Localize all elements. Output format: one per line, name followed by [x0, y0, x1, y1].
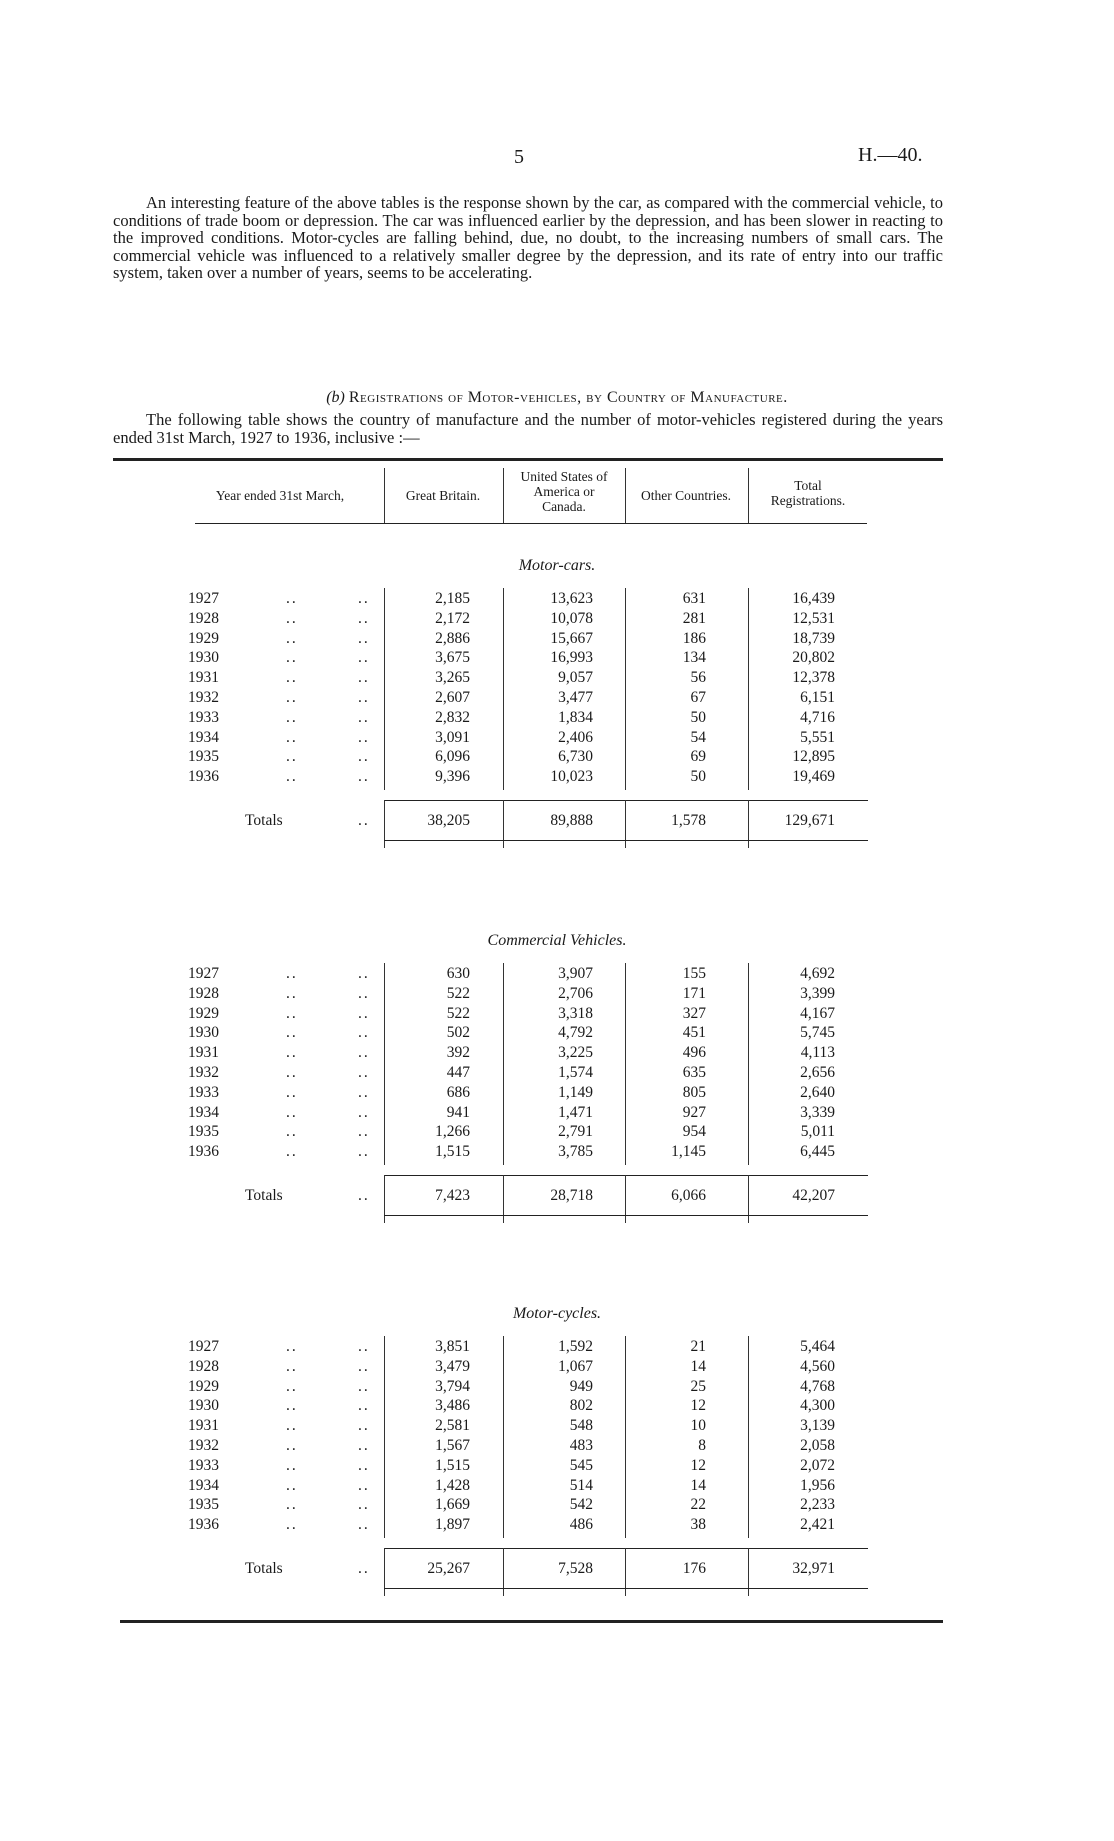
leader-dots: .. — [358, 1187, 370, 1204]
section-label: (b) — [326, 389, 345, 406]
leader-dots: .. — [286, 728, 298, 746]
leader-dots: .. — [358, 1083, 370, 1101]
year-cell: 1930 — [188, 1397, 219, 1415]
leader-dots: .. — [358, 1437, 370, 1454]
year-cell: 1931 — [188, 1044, 219, 1062]
us-canada-cell: 16,993 — [550, 649, 593, 667]
table-row — [0, 1005, 1114, 1025]
us-canada-total: 89,888 — [550, 812, 593, 829]
grand-total: 42,207 — [792, 1187, 835, 1204]
other-countries-cell: 496 — [682, 1044, 706, 1062]
us-canada-cell: 2,706 — [558, 984, 593, 1002]
leader-dots: .. — [358, 1004, 370, 1022]
other-countries-cell: 327 — [682, 1004, 706, 1022]
other-countries-cell: 50 — [690, 768, 706, 786]
year-cell: 1936 — [188, 1516, 219, 1534]
year-cell: 1929 — [188, 1004, 219, 1022]
great-britain-cell: 3,479 — [435, 1357, 470, 1375]
other-countries-cell: 805 — [682, 1083, 706, 1101]
great-britain-cell: 3,486 — [435, 1397, 470, 1415]
header-us-line1: United States of — [520, 469, 608, 484]
other-countries-total: 1,578 — [671, 812, 706, 829]
us-canada-cell: 802 — [569, 1397, 593, 1415]
great-britain-cell: 630 — [446, 965, 470, 982]
year-cell: 1935 — [188, 1123, 219, 1141]
leader-dots: .. — [286, 1103, 298, 1121]
header-column-divider — [625, 468, 626, 523]
leader-dots: .. — [358, 1024, 370, 1042]
leader-dots: .. — [358, 1123, 370, 1141]
us-canada-cell: 10,023 — [550, 768, 593, 786]
year-cell: 1931 — [188, 1417, 219, 1435]
us-canada-cell: 15,667 — [550, 629, 593, 647]
total-cell: 5,551 — [800, 728, 835, 746]
totals-bottom-rule — [384, 1215, 868, 1216]
other-countries-cell: 12 — [690, 1397, 706, 1415]
total-cell: 4,560 — [800, 1357, 835, 1375]
leader-dots: .. — [358, 965, 370, 982]
total-cell: 4,300 — [800, 1397, 835, 1415]
year-cell: 1929 — [188, 629, 219, 647]
totals-bottom-rule — [384, 840, 868, 841]
leader-dots: .. — [286, 689, 298, 706]
other-countries-cell: 171 — [682, 984, 706, 1002]
year-cell: 1931 — [188, 669, 219, 687]
table-row — [0, 1378, 1114, 1398]
table-row — [0, 1104, 1114, 1124]
great-britain-cell: 9,396 — [435, 768, 470, 786]
us-canada-cell: 4,792 — [558, 1024, 593, 1042]
leader-dots: .. — [358, 1143, 370, 1161]
us-canada-cell: 9,057 — [558, 669, 593, 687]
leader-dots: .. — [358, 1044, 370, 1062]
year-cell: 1935 — [188, 1496, 219, 1514]
great-britain-cell: 6,096 — [435, 748, 470, 766]
great-britain-cell: 1,515 — [435, 1456, 470, 1474]
great-britain-cell: 522 — [446, 984, 470, 1002]
us-canada-cell: 548 — [569, 1417, 593, 1435]
leader-dots: .. — [358, 669, 370, 687]
table-row — [0, 1457, 1114, 1477]
total-cell: 1,956 — [800, 1476, 835, 1494]
intro-paragraph: An interesting feature of the above tables is the response shown by the car, as compared with the commercial vehicle, to conditions of trade boom or depression. The car was influenced earlier by the depression, and has been slower in reacting to the improved conditions. Motor-cycles are falling behind, due, no doubt, to the increasing numbers of small cars. The commercial vehicle was influenced to a relatively smaller degree by the depression, and its rate of entry into our traffic system, taken over a number of years, seems to be accelerating. — [113, 193, 943, 282]
great-britain-cell: 2,581 — [435, 1417, 470, 1435]
header-us-canada — [503, 469, 625, 514]
great-britain-total: 25,267 — [427, 1560, 470, 1577]
year-cell: 1936 — [188, 1143, 219, 1161]
page-code: H.—40. — [858, 144, 923, 166]
other-countries-cell: 38 — [690, 1516, 706, 1534]
leader-dots: .. — [358, 1064, 370, 1081]
leader-dots: .. — [358, 1357, 370, 1375]
us-canada-cell: 3,225 — [558, 1044, 593, 1062]
leader-dots: .. — [358, 649, 370, 667]
other-countries-cell: 54 — [690, 728, 706, 746]
great-britain-cell: 1,266 — [435, 1123, 470, 1141]
leader-dots: .. — [286, 965, 298, 982]
year-cell: 1930 — [188, 649, 219, 667]
table-row — [0, 1024, 1114, 1044]
grand-total: 129,671 — [784, 812, 835, 829]
other-countries-cell: 927 — [682, 1103, 706, 1121]
header-total-line1: Total — [794, 478, 822, 493]
totals-row — [0, 1187, 1114, 1207]
table-row — [0, 1084, 1114, 1104]
leader-dots: .. — [286, 1044, 298, 1062]
total-cell: 12,531 — [792, 609, 835, 627]
grand-total: 32,971 — [792, 1560, 835, 1577]
total-cell: 2,421 — [800, 1516, 835, 1534]
total-cell: 5,464 — [800, 1338, 835, 1355]
year-cell: 1930 — [188, 1024, 219, 1042]
year-cell: 1933 — [188, 708, 219, 726]
table-row — [0, 1064, 1114, 1084]
table-row — [0, 1496, 1114, 1516]
great-britain-cell: 3,794 — [435, 1377, 470, 1395]
leader-dots: .. — [286, 1417, 298, 1435]
year-cell: 1928 — [188, 1357, 219, 1375]
year-cell: 1928 — [188, 609, 219, 627]
us-canada-cell: 486 — [569, 1516, 593, 1534]
table-row — [0, 1044, 1114, 1064]
other-countries-total: 6,066 — [671, 1187, 706, 1204]
leader-dots: .. — [286, 984, 298, 1002]
leader-dots: .. — [286, 609, 298, 627]
block-title: Motor-cycles. — [512, 1305, 602, 1322]
other-countries-cell: 67 — [690, 689, 706, 706]
other-countries-cell: 21 — [690, 1338, 706, 1355]
great-britain-cell: 502 — [446, 1024, 470, 1042]
leader-dots: .. — [286, 748, 298, 766]
table-row — [0, 748, 1114, 768]
other-countries-cell: 12 — [690, 1456, 706, 1474]
great-britain-cell: 2,185 — [435, 590, 470, 607]
year-cell: 1928 — [188, 984, 219, 1002]
total-cell: 5,011 — [800, 1123, 835, 1141]
year-cell: 1933 — [188, 1456, 219, 1474]
table-row — [0, 768, 1114, 788]
header-us-line2: America or — [533, 484, 595, 499]
leader-dots: .. — [286, 1083, 298, 1101]
table-row — [0, 709, 1114, 729]
total-cell: 12,895 — [792, 748, 835, 766]
other-countries-cell: 451 — [682, 1024, 706, 1042]
table-row — [0, 1338, 1114, 1358]
table-row — [0, 965, 1114, 985]
us-canada-total: 28,718 — [550, 1187, 593, 1204]
section-heading — [0, 389, 1114, 407]
great-britain-cell: 522 — [446, 1004, 470, 1022]
great-britain-cell: 3,091 — [435, 728, 470, 746]
leader-dots: .. — [358, 1496, 370, 1514]
table-row — [0, 1477, 1114, 1497]
other-countries-cell: 10 — [690, 1417, 706, 1435]
total-cell: 4,167 — [800, 1004, 835, 1022]
year-cell: 1932 — [188, 1064, 219, 1081]
great-britain-cell: 686 — [446, 1083, 470, 1101]
leader-dots: .. — [286, 1357, 298, 1375]
leader-dots: .. — [286, 1123, 298, 1141]
great-britain-cell: 392 — [446, 1044, 470, 1062]
total-cell: 16,439 — [792, 590, 835, 607]
great-britain-cell: 2,886 — [435, 629, 470, 647]
header-gb-label: Great Britain. — [405, 488, 481, 503]
header-column-divider — [748, 468, 749, 523]
year-cell: 1927 — [188, 965, 219, 982]
table-row — [0, 1397, 1114, 1417]
us-canada-cell: 2,791 — [558, 1123, 593, 1141]
year-cell: 1935 — [188, 748, 219, 766]
other-countries-cell: 14 — [690, 1476, 706, 1494]
total-cell: 6,151 — [800, 689, 835, 706]
header-total — [748, 478, 868, 508]
leader-dots: .. — [286, 1004, 298, 1022]
leader-dots: .. — [286, 1476, 298, 1494]
leader-dots: .. — [358, 1103, 370, 1121]
total-cell: 20,802 — [792, 649, 835, 667]
table-top-rule — [113, 458, 943, 461]
header-other-countries — [625, 488, 747, 503]
leader-dots: .. — [358, 812, 370, 829]
leader-dots: .. — [358, 748, 370, 766]
leader-dots: .. — [358, 1377, 370, 1395]
leader-dots: .. — [358, 689, 370, 706]
leader-dots: .. — [286, 590, 298, 607]
leader-dots: .. — [286, 649, 298, 667]
total-cell: 2,656 — [800, 1064, 835, 1081]
total-cell: 18,739 — [792, 629, 835, 647]
table-row — [0, 630, 1114, 650]
other-countries-cell: 50 — [690, 708, 706, 726]
block-title: Commercial Vehicles. — [487, 932, 627, 949]
other-countries-total: 176 — [682, 1560, 706, 1577]
us-canada-cell: 483 — [569, 1437, 593, 1454]
leader-dots: .. — [358, 984, 370, 1002]
leader-dots: .. — [358, 1560, 370, 1577]
page-number: 5 — [514, 146, 524, 168]
leader-dots: .. — [286, 629, 298, 647]
header-year-label: Year ended 31st March, — [215, 488, 345, 503]
us-canada-cell: 13,623 — [550, 590, 593, 607]
table-row — [0, 1143, 1114, 1163]
header-column-divider — [503, 468, 504, 523]
total-cell: 2,058 — [800, 1437, 835, 1454]
great-britain-cell: 2,832 — [435, 708, 470, 726]
total-cell: 4,716 — [800, 708, 835, 726]
leader-dots: .. — [286, 1377, 298, 1395]
total-cell: 2,640 — [800, 1083, 835, 1101]
table-row — [0, 1516, 1114, 1536]
year-cell: 1936 — [188, 768, 219, 786]
totals-label: Totals — [245, 1560, 283, 1577]
other-countries-cell: 635 — [682, 1064, 706, 1081]
table-row — [0, 649, 1114, 669]
other-countries-cell: 69 — [690, 748, 706, 766]
us-canada-cell: 1,067 — [558, 1357, 593, 1375]
us-canada-cell: 6,730 — [558, 748, 593, 766]
leader-dots: .. — [286, 1064, 298, 1081]
leader-dots: .. — [286, 1516, 298, 1534]
leader-dots: .. — [358, 1516, 370, 1534]
year-cell: 1932 — [188, 1437, 219, 1454]
totals-row — [0, 812, 1114, 832]
table-row — [0, 610, 1114, 630]
great-britain-cell: 3,851 — [435, 1338, 470, 1355]
table-row — [0, 1358, 1114, 1378]
table-row — [0, 590, 1114, 610]
header-total-line2: Registrations. — [770, 493, 846, 508]
us-canada-cell: 1,592 — [558, 1338, 593, 1355]
us-canada-cell: 1,149 — [558, 1083, 593, 1101]
leader-dots: .. — [358, 629, 370, 647]
other-countries-cell: 134 — [682, 649, 706, 667]
totals-label: Totals — [245, 1187, 283, 1204]
table-row — [0, 1417, 1114, 1437]
year-cell: 1932 — [188, 689, 219, 706]
table-row — [0, 985, 1114, 1005]
great-britain-cell: 1,669 — [435, 1496, 470, 1514]
year-cell: 1934 — [188, 1476, 219, 1494]
header-other-label: Other Countries. — [641, 488, 731, 503]
other-countries-cell: 155 — [682, 965, 706, 982]
total-cell: 2,233 — [800, 1496, 835, 1514]
leader-dots: .. — [286, 1143, 298, 1161]
total-cell: 4,692 — [800, 965, 835, 982]
totals-top-rule — [384, 1175, 868, 1176]
leader-dots: .. — [358, 1476, 370, 1494]
table-bottom-rule — [120, 1620, 943, 1623]
total-cell: 2,072 — [800, 1456, 835, 1474]
leader-dots: .. — [358, 1417, 370, 1435]
leader-dots: .. — [358, 768, 370, 786]
totals-row — [0, 1560, 1114, 1580]
total-cell: 12,378 — [792, 669, 835, 687]
us-canada-cell: 949 — [569, 1377, 593, 1395]
leader-dots: .. — [358, 609, 370, 627]
other-countries-cell: 22 — [690, 1496, 706, 1514]
great-britain-cell: 447 — [446, 1064, 470, 1081]
total-cell: 3,399 — [800, 984, 835, 1002]
other-countries-cell: 281 — [682, 609, 706, 627]
totals-label: Totals — [245, 812, 283, 829]
us-canada-cell: 1,574 — [558, 1064, 593, 1081]
header-year — [190, 488, 370, 503]
leader-dots: .. — [286, 1024, 298, 1042]
other-countries-cell: 25 — [690, 1377, 706, 1395]
leader-dots: .. — [358, 708, 370, 726]
table-row — [0, 1123, 1114, 1143]
header-bottom-rule — [195, 523, 867, 524]
us-canada-cell: 1,471 — [558, 1103, 593, 1121]
leader-dots: .. — [286, 669, 298, 687]
total-cell: 3,339 — [800, 1103, 835, 1121]
table-row — [0, 1437, 1114, 1457]
great-britain-cell: 1,428 — [435, 1476, 470, 1494]
leader-dots: .. — [286, 768, 298, 786]
header-column-divider — [384, 468, 385, 523]
header-great-britain — [384, 488, 502, 503]
total-cell: 5,745 — [800, 1024, 835, 1042]
us-canada-cell: 10,078 — [550, 609, 593, 627]
total-cell: 3,139 — [800, 1417, 835, 1435]
great-britain-cell: 3,265 — [435, 669, 470, 687]
leader-dots: .. — [358, 590, 370, 607]
great-britain-cell: 941 — [446, 1103, 470, 1121]
table-row — [0, 689, 1114, 709]
great-britain-cell: 3,675 — [435, 649, 470, 667]
leader-dots: .. — [286, 1338, 298, 1355]
great-britain-cell: 2,607 — [435, 689, 470, 706]
section-intro: The following table shows the country of manufacture and the number of motor-vehicles registered during the years ended 31st March, 1927 to 1936, inclusive :— — [113, 410, 943, 447]
great-britain-cell: 1,567 — [435, 1437, 470, 1454]
us-canada-cell: 545 — [569, 1456, 593, 1474]
leader-dots: .. — [358, 728, 370, 746]
leader-dots: .. — [286, 708, 298, 726]
great-britain-cell: 1,897 — [435, 1516, 470, 1534]
leader-dots: .. — [358, 1338, 370, 1355]
header-us-line3: Canada. — [542, 499, 586, 514]
year-cell: 1934 — [188, 728, 219, 746]
totals-bottom-rule — [384, 1588, 868, 1589]
other-countries-cell: 1,145 — [671, 1143, 706, 1161]
leader-dots: .. — [286, 1397, 298, 1415]
great-britain-total: 7,423 — [435, 1187, 470, 1204]
total-cell: 4,768 — [800, 1377, 835, 1395]
other-countries-cell: 954 — [682, 1123, 706, 1141]
total-cell: 19,469 — [792, 768, 835, 786]
total-cell: 6,445 — [800, 1143, 835, 1161]
table-row — [0, 669, 1114, 689]
us-canada-cell: 3,907 — [558, 965, 593, 982]
us-canada-cell: 3,785 — [558, 1143, 593, 1161]
leader-dots: .. — [286, 1456, 298, 1474]
us-canada-cell: 542 — [569, 1496, 593, 1514]
leader-dots: .. — [358, 1456, 370, 1474]
totals-top-rule — [384, 800, 868, 801]
year-cell: 1933 — [188, 1083, 219, 1101]
year-cell: 1929 — [188, 1377, 219, 1395]
totals-top-rule — [384, 1548, 868, 1549]
us-canada-total: 7,528 — [558, 1560, 593, 1577]
us-canada-cell: 3,318 — [558, 1004, 593, 1022]
leader-dots: .. — [358, 1397, 370, 1415]
us-canada-cell: 1,834 — [558, 708, 593, 726]
us-canada-cell: 514 — [569, 1476, 593, 1494]
leader-dots: .. — [286, 1496, 298, 1514]
us-canada-cell: 3,477 — [558, 689, 593, 706]
total-cell: 4,113 — [800, 1044, 835, 1062]
year-cell: 1934 — [188, 1103, 219, 1121]
other-countries-cell: 631 — [682, 590, 706, 607]
block-title: Motor-cars. — [518, 557, 596, 574]
great-britain-total: 38,205 — [427, 812, 470, 829]
section-title: Registrations of Motor-vehicles, by Country of Manufacture. — [348, 389, 788, 406]
other-countries-cell: 56 — [690, 669, 706, 687]
great-britain-cell: 1,515 — [435, 1143, 470, 1161]
leader-dots: .. — [286, 1437, 298, 1454]
year-cell: 1927 — [188, 1338, 219, 1355]
us-canada-cell: 2,406 — [558, 728, 593, 746]
other-countries-cell: 186 — [682, 629, 706, 647]
great-britain-cell: 2,172 — [435, 609, 470, 627]
other-countries-cell: 8 — [698, 1437, 706, 1454]
year-cell: 1927 — [188, 590, 219, 607]
other-countries-cell: 14 — [690, 1357, 706, 1375]
table-row — [0, 729, 1114, 749]
